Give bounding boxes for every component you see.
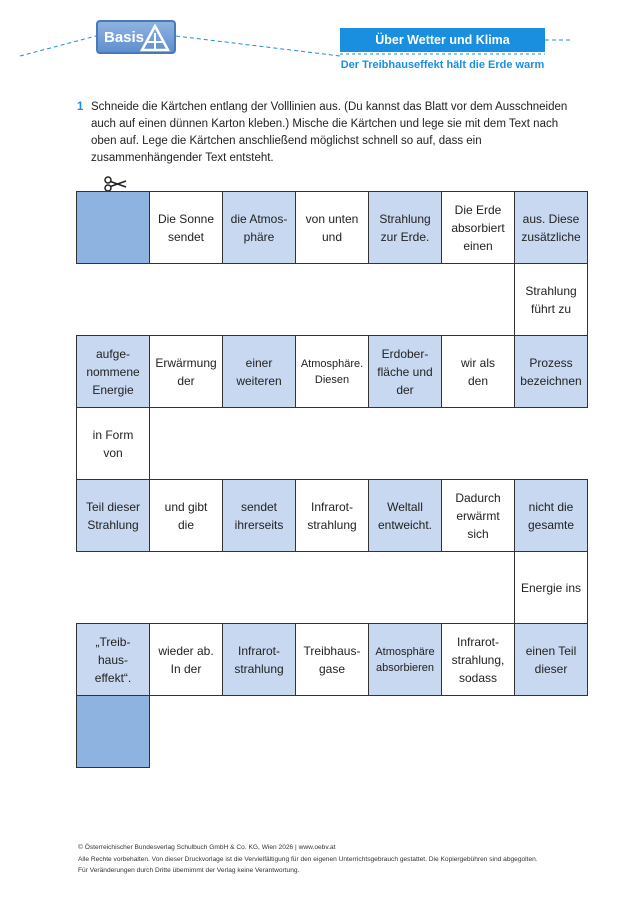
puzzle-card: Weltall entweicht. bbox=[368, 479, 442, 552]
puzzle-card: aus. Diese zusätzliche bbox=[514, 191, 588, 264]
puzzle-card: Infrarot- strahlung bbox=[222, 623, 296, 696]
footer-disclaimer: Für Veränderungen durch Dritte übernimmt der Verlag keine Verantwortung. bbox=[78, 867, 300, 874]
puzzle-card: und gibt die bbox=[149, 479, 223, 552]
puzzle-card: sendet ihrerseits bbox=[222, 479, 296, 552]
puzzle-card: Energie ins bbox=[514, 551, 588, 624]
puzzle-card: in Form von bbox=[76, 407, 150, 480]
puzzle-card: von unten und bbox=[295, 191, 369, 264]
puzzle-card: Teil dieser Strahlung bbox=[76, 479, 150, 552]
puzzle-card: die Atmos- phäre bbox=[222, 191, 296, 264]
basis-logo bbox=[96, 20, 176, 54]
footer-rights: Alle Rechte vorbehalten. Von dieser Druckvorlage ist die Vervielfältigung für den eigenen Unterrichtsgebrauch gestattet. Die Kopiergebühren sind abgegolten. bbox=[78, 855, 538, 863]
triangle-logo-icon bbox=[140, 24, 170, 52]
footer-copyright: © Österreichischer Bundesverlag Schulbuch GmbH & Co. KG, Wien 2026 | www.oebv.at bbox=[78, 844, 336, 851]
puzzle-card bbox=[76, 695, 150, 768]
puzzle-card: einen Teil dieser bbox=[514, 623, 588, 696]
puzzle-card: Erwärmung der bbox=[149, 335, 223, 408]
puzzle-card: Infrarot- strahlung, sodass bbox=[441, 623, 515, 696]
puzzle-card: Atmosphäre. Diesen bbox=[295, 335, 369, 408]
worksheet-subtitle: Der Treibhauseffekt hält die Erde warm bbox=[340, 59, 545, 71]
puzzle-card: Die Erde absorbiert einen bbox=[441, 191, 515, 264]
puzzle-card: Strahlung zur Erde. bbox=[368, 191, 442, 264]
puzzle-card: nicht die gesamte bbox=[514, 479, 588, 552]
puzzle-card: „Treib- haus- effekt“. bbox=[76, 623, 150, 696]
task-instruction: Schneide die Kärtchen entlang der Volllinien aus. (Du kannst das Blatt vor dem Ausschneiden auch auf einen dünnen Karton kleben.) Mische die Kärtchen und lege sie mit dem Text nach oben auf. Lege die Kärtchen anschließend möglichst schnell so auf, dass ein zusammenhängender Text entsteht. bbox=[91, 101, 568, 164]
puzzle-card: einer weiteren bbox=[222, 335, 296, 408]
puzzle-card: Dadurch erwärmt sich bbox=[441, 479, 515, 552]
puzzle-card: Erdober- fläche und der bbox=[368, 335, 442, 408]
logo-text: Basis bbox=[104, 29, 145, 46]
puzzle-card: Strahlung führt zu bbox=[514, 263, 588, 336]
puzzle-card: Treibhaus- gase bbox=[295, 623, 369, 696]
footer bbox=[78, 842, 598, 877]
puzzle-card: wir als den bbox=[441, 335, 515, 408]
puzzle-card: Prozess bezeichnen bbox=[514, 335, 588, 408]
puzzle-card: Infrarot- strahlung bbox=[295, 479, 369, 552]
puzzle-card: Atmosphäre absorbieren bbox=[368, 623, 442, 696]
puzzle-card: wieder ab. In der bbox=[149, 623, 223, 696]
worksheet-title: Über Wetter und Klima bbox=[340, 28, 545, 52]
puzzle-card: aufge- nommene Energie bbox=[76, 335, 150, 408]
puzzle-card bbox=[76, 191, 150, 264]
task-number: 1 bbox=[77, 101, 84, 113]
puzzle-card: Die Sonne sendet bbox=[149, 191, 223, 264]
